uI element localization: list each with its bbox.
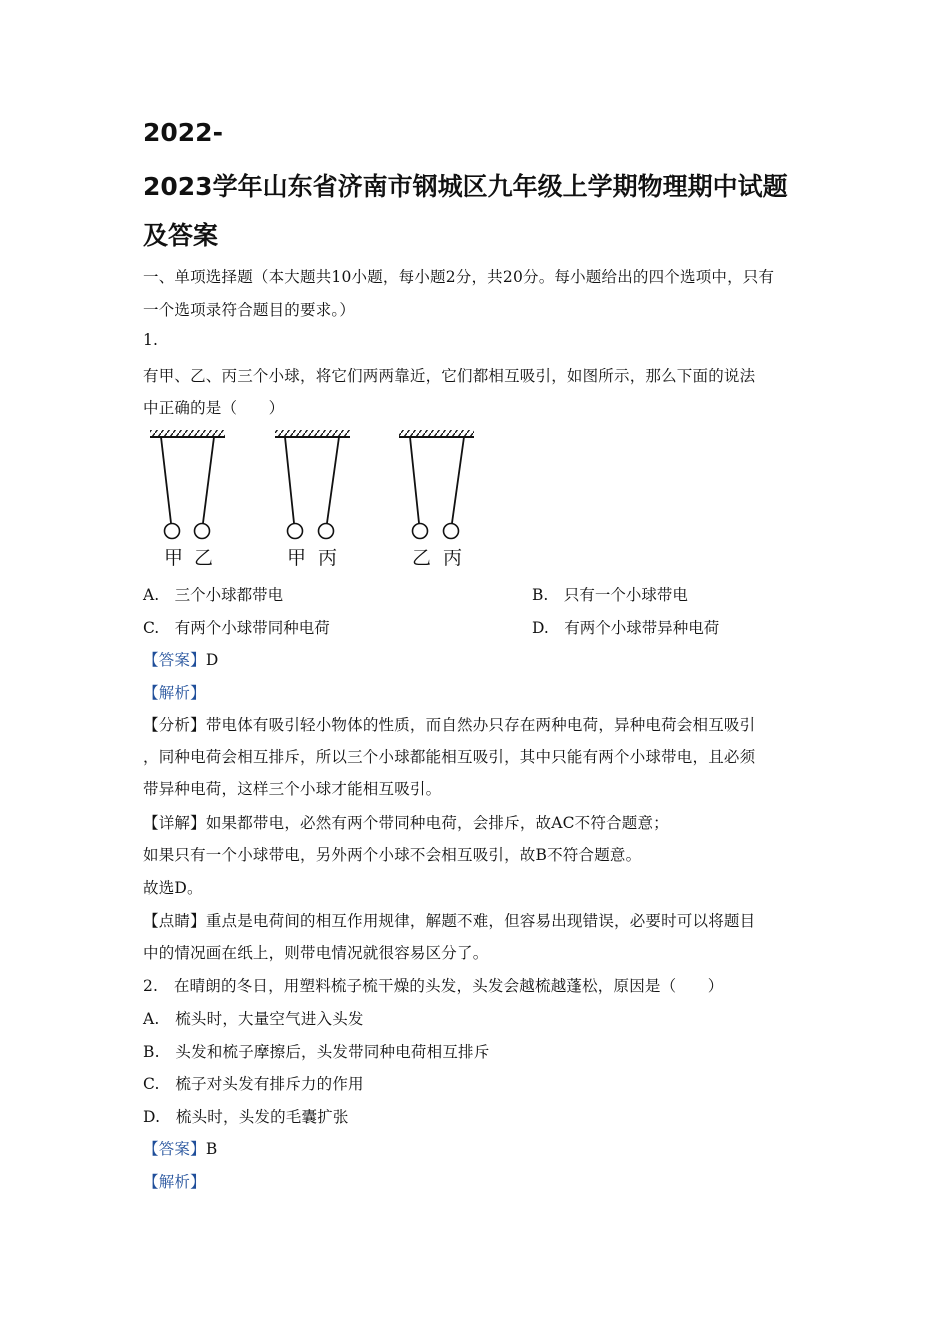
question-2-option-b: B. 头发和梳子摩擦后，头发带同种电荷相互排斥 — [143, 1043, 490, 1061]
pendulum-figure — [143, 425, 483, 575]
question-1-xiangjie-line-1 — [143, 811, 669, 833]
ball-label: 丙 — [443, 547, 463, 569]
dianjing-text: 重点是电荷间的相互作用规律，解题不难，但容易出现错误，必要时可以将题目 — [205, 912, 756, 930]
ball-label: 乙 — [412, 547, 432, 569]
answer-tag: 【答案】 — [143, 1140, 206, 1158]
thread — [285, 437, 294, 523]
ceiling-hatch-1 — [150, 430, 225, 437]
title-line-2: 2023学年山东省济南市钢城区九年级上学期物理期中试题 — [143, 172, 788, 201]
question-1-fenxi-line-1 — [143, 713, 755, 735]
answer-value: D — [205, 651, 219, 669]
question-2-option-c: C. 梳子对头发有排斥力的作用 — [143, 1075, 364, 1093]
pendulum-pair-1 — [150, 430, 225, 569]
ceiling-hatch-3 — [399, 430, 474, 437]
fenxi-text: 带电体有吸引轻小物体的性质，而自然办只存在两种电荷，异种电荷会相互吸引 — [205, 716, 756, 734]
question-1-option-b: B. 只有一个小球带电 — [532, 586, 688, 604]
pendulum-pair-2 — [275, 430, 350, 569]
question-1-stem-line-2: 中正确的是（ ） — [143, 399, 285, 417]
fenxi-tag: 【分析】 — [143, 716, 206, 734]
title-line-3: 及答案 — [143, 221, 219, 250]
question-1-fenxi-line-3: 带异种电荷，这样三个小球才能相互吸引。 — [143, 780, 442, 798]
question-1-fenxi-line-2: ，同种电荷会相互排斥，所以三个小球都能相互吸引，其中只能有两个小球带电，且必须 — [143, 748, 756, 766]
xiangjie-text: 如果都带电，必然有两个带同种电荷，会排斥，故AC不符合题意； — [205, 814, 669, 832]
ball-label: 甲 — [164, 547, 184, 569]
question-1-option-c: C. 有两个小球带同种电荷 — [143, 619, 330, 637]
ball-label: 丙 — [318, 547, 338, 569]
section-heading-line-2: 一个选项录符合题目的要求。） — [143, 301, 356, 319]
question-1-number: 1. — [143, 331, 159, 349]
question-2-option-d: D. 梳头时，头发的毛囊扩张 — [143, 1108, 349, 1126]
question-1-stem-line-1: 有甲、乙、丙三个小球，将它们两两靠近，它们都相互吸引，如图所示，那么下面的说法 — [143, 367, 756, 385]
question-1-dianjing-line-2: 中的情况画在纸上，则带电情况就很容易区分了。 — [143, 944, 489, 962]
xiangjie-tag: 【详解】 — [143, 814, 206, 832]
dianjing-tag: 【点睛】 — [143, 912, 206, 930]
section-heading-line-1: 一、单项选择题（本大题共10小题，每小题2分，共20分。每小题给出的四个选项中，只有 — [143, 268, 775, 286]
question-1-analysis-tag: 【解析】 — [143, 684, 206, 702]
ball — [444, 524, 459, 539]
question-2-stem: 2. 在晴朗的冬日，用塑料梳子梳干燥的头发，头发会越梳越蓬松，原因是（ ） — [143, 977, 724, 995]
question-1-xiangjie-line-3: 故选D。 — [143, 879, 203, 897]
thread — [161, 437, 171, 523]
ceiling-hatch-2 — [275, 430, 350, 437]
question-1-dianjing-line-1 — [143, 909, 755, 931]
title-line-1: 2022- — [143, 118, 223, 147]
thread — [203, 437, 214, 523]
question-1-option-d: D. 有两个小球带异种电荷 — [532, 619, 720, 637]
ball — [165, 524, 180, 539]
question-1-answer — [143, 648, 218, 670]
thread — [452, 437, 464, 523]
thread — [410, 437, 419, 523]
ball-label: 乙 — [194, 547, 214, 569]
ball — [288, 524, 303, 539]
ball — [413, 524, 428, 539]
thread — [327, 437, 339, 523]
answer-tag: 【答案】 — [143, 651, 206, 669]
question-1-option-a: A. 三个小球都带电 — [143, 586, 284, 604]
answer-value: B — [205, 1140, 218, 1158]
question-2-option-a: A. 梳头时，大量空气进入头发 — [143, 1010, 364, 1028]
pendulum-pair-3 — [399, 430, 474, 569]
ball-label: 甲 — [287, 547, 307, 569]
question-2-answer — [143, 1137, 217, 1159]
ball — [195, 524, 210, 539]
question-2-analysis-tag: 【解析】 — [143, 1173, 206, 1191]
question-1-xiangjie-line-2: 如果只有一个小球带电，另外两个小球不会相互吸引，故B不符合题意。 — [143, 846, 642, 864]
ball — [319, 524, 334, 539]
